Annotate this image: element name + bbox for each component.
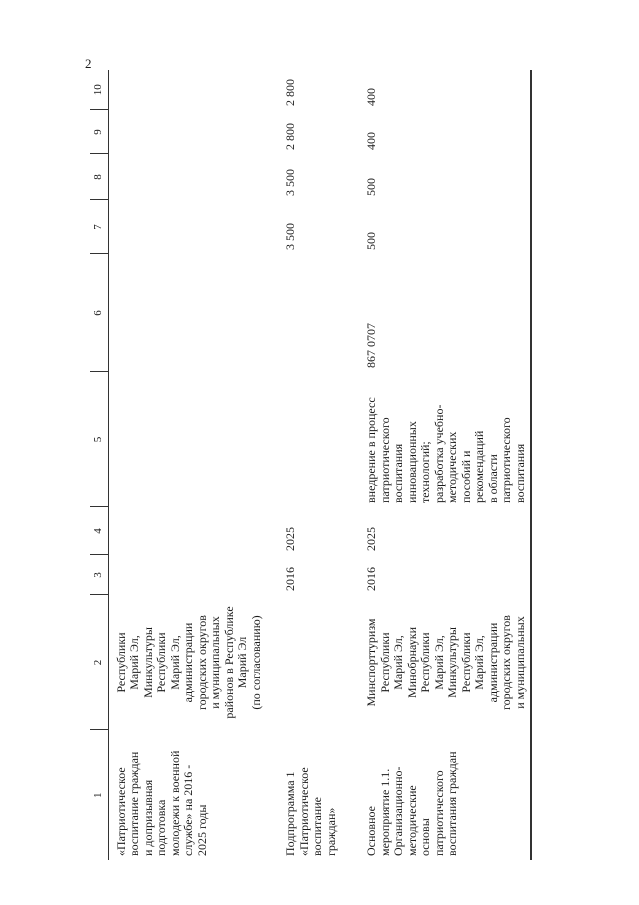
cell-text-line: городских округов <box>499 615 513 710</box>
cell-col-5 <box>341 372 530 507</box>
cell-text-line: граждан» <box>323 807 338 856</box>
cell-text-line: 2025 годы <box>194 804 209 856</box>
cell-col-6 <box>108 254 266 372</box>
cell-text-line: Марий Эл, <box>167 635 182 690</box>
cell-col-3 <box>266 555 341 595</box>
cell-text-line: воспитание <box>310 797 324 856</box>
header-col-4: 4 <box>90 507 108 555</box>
cell-text-line: основы <box>418 818 432 856</box>
header-col-1: 1 <box>90 730 108 860</box>
header-col-5: 5 <box>90 372 108 507</box>
table-body <box>108 70 530 860</box>
cell-col-8 <box>341 154 530 200</box>
cell-text-line: и допризывная <box>140 779 155 856</box>
cell-value: 500 <box>364 232 378 250</box>
cell-col-5 <box>266 372 341 507</box>
table-row <box>341 70 530 860</box>
cell-text-line: службе» на 2016 - <box>181 764 195 856</box>
cell-col-7 <box>341 200 530 254</box>
cell-text-line: «Патриотическое <box>296 767 311 856</box>
table-row <box>108 70 266 860</box>
header-col-9: 9 <box>90 110 108 154</box>
cell-text-line: Марий Эл, <box>127 635 141 690</box>
cell-col-9 <box>266 110 341 154</box>
cell-text-line: молодежи к военной <box>167 750 182 856</box>
cell-value: 400 <box>364 132 378 150</box>
cell-col-3 <box>108 555 266 595</box>
header-col-2: 2 <box>90 595 108 730</box>
header-row <box>90 70 108 860</box>
cell-text-line: и муниципальных <box>512 616 527 709</box>
rotated-table-sheet <box>90 70 530 860</box>
cell-col-10 <box>341 70 530 110</box>
cell-text-line: воспитания <box>391 443 405 503</box>
cell-text-line: Организационно- <box>391 766 405 856</box>
cell-text-line: Республики <box>154 632 168 693</box>
cell-col-10 <box>108 70 266 110</box>
cell-text-line: патриотического <box>431 770 446 856</box>
cell-text-line: администрации <box>181 622 195 703</box>
cell-value: 2025 <box>283 527 297 551</box>
cell-text-line: районов в Республике <box>221 606 236 719</box>
cell-text-line: методические <box>404 785 419 856</box>
cell-text-line: Подпрограмма 1 <box>283 771 297 856</box>
cell-col-9 <box>341 110 530 154</box>
header-col-7: 7 <box>90 200 108 254</box>
cell-text-line: воспитания граждан <box>445 751 459 856</box>
cell-text-line: «Патриотическое <box>113 767 128 856</box>
cell-text-line: Минкультуры <box>445 627 459 698</box>
cell-text-line: Марий Эл, <box>472 635 486 690</box>
cell-text-line: и муниципальных <box>208 616 222 709</box>
cell-text-line: воспитания <box>512 443 527 503</box>
cell-text-line: Минкультуры <box>140 627 155 698</box>
cell-text-line: воспитание граждан <box>127 751 141 856</box>
cell-text-line: Минобрнауки <box>404 627 419 699</box>
cell-value: 400 <box>364 88 378 106</box>
cell-col-4 <box>266 507 341 555</box>
cell-text-line: внедрение в процесс <box>364 397 378 503</box>
cell-text-line: пособий и <box>458 450 473 503</box>
cell-text-line: рекомендаций <box>472 430 486 503</box>
cell-col-2 <box>266 595 341 730</box>
cell-text-line: городских округов <box>194 615 209 710</box>
cell-text-line: Республики <box>458 632 473 693</box>
cell-value: 2016 <box>364 567 378 591</box>
cell-col-5 <box>108 372 266 507</box>
cell-col-4 <box>341 507 530 555</box>
cell-value: 3 500 <box>283 169 297 196</box>
page-number: 2 <box>85 56 92 71</box>
cell-col-2 <box>108 595 266 730</box>
cell-col-6 <box>341 254 530 372</box>
table-row <box>266 70 341 860</box>
cell-text-line: подготовка <box>154 799 168 856</box>
cell-text-line: Республики <box>418 632 432 693</box>
cell-col-1 <box>108 730 266 860</box>
cell-col-8 <box>108 154 266 200</box>
cell-value: 2025 <box>364 527 378 551</box>
cell-col-9 <box>108 110 266 154</box>
cell-text-line: Марий Эл <box>235 636 249 689</box>
cell-text-line: технологий; <box>418 441 432 503</box>
cell-text-line: инновационных <box>404 421 419 503</box>
cell-value: 3 500 <box>283 223 297 250</box>
cell-text-line: Минспорттуризм <box>364 618 378 707</box>
cell-text-line: патриотического <box>377 417 392 503</box>
header-col-10: 10 <box>90 70 108 110</box>
cell-col-7 <box>266 200 341 254</box>
cell-value: 500 <box>364 178 378 196</box>
cell-col-3 <box>341 555 530 595</box>
cell-text-line: администрации <box>485 622 500 703</box>
cell-value: 2 800 <box>283 79 297 106</box>
cell-text-line: Марий Эл, <box>431 635 446 690</box>
cell-text-line: патриотического <box>499 417 513 503</box>
cell-text-line: (по согласованию) <box>248 615 263 710</box>
cell-text-line: Основное <box>364 806 378 856</box>
header-col-8: 8 <box>90 154 108 200</box>
cell-text-line: методических <box>445 431 459 503</box>
cell-text-line: Республики <box>113 632 128 693</box>
cell-col-2 <box>341 595 530 730</box>
program-table <box>90 70 530 860</box>
cell-col-6 <box>266 254 341 372</box>
cell-text-line: Республики <box>377 632 392 693</box>
cell-col-7 <box>108 200 266 254</box>
cell-col-1 <box>266 730 341 860</box>
cell-value: 2016 <box>283 567 297 591</box>
cell-text-line: в области <box>485 454 500 503</box>
cell-col-4 <box>108 507 266 555</box>
cell-text-line: Марий Эл, <box>391 635 405 690</box>
cell-col-8 <box>266 154 341 200</box>
cell-value: 2 800 <box>283 123 297 150</box>
cell-col-1 <box>341 730 530 860</box>
cell-value: 867 0707 <box>364 323 378 368</box>
cell-text-line: мероприятие 1.1. <box>377 768 392 856</box>
header-col-3: 3 <box>90 555 108 595</box>
bottom-rule <box>530 70 532 860</box>
header-col-6: 6 <box>90 254 108 372</box>
cell-col-10 <box>266 70 341 110</box>
cell-text-line: разработка учебно- <box>431 404 446 503</box>
